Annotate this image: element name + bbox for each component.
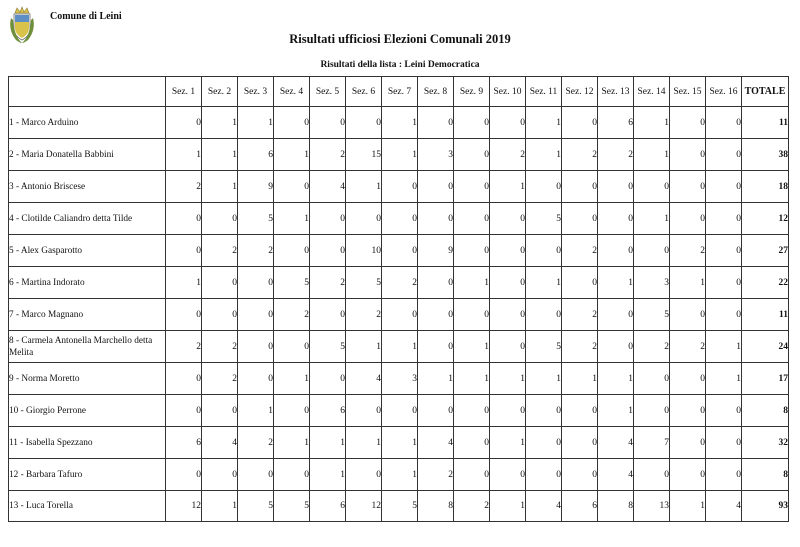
section-votes: 1 [454,267,490,299]
table-row [9,299,789,331]
section-votes: 5 [346,267,382,299]
section-votes: 10 [346,235,382,267]
section-votes: 1 [490,363,526,395]
section-votes: 1 [490,427,526,459]
section-votes: 1 [598,267,634,299]
section-votes: 5 [238,491,274,522]
table-row [9,491,789,522]
section-votes: 13 [634,491,670,522]
section-votes: 0 [274,395,310,427]
section-votes: 1 [274,139,310,171]
section-votes: 1 [706,363,742,395]
section-votes: 0 [454,171,490,203]
table-body [9,107,789,522]
section-votes: 2 [238,427,274,459]
section-votes: 1 [490,171,526,203]
section-votes: 1 [166,139,202,171]
section-votes: 0 [598,171,634,203]
section-votes: 1 [202,171,238,203]
section-votes: 2 [166,171,202,203]
section-votes: 0 [202,299,238,331]
candidate-name: 5 - Alex Gasparotto [9,235,166,267]
total-votes: 11 [742,107,789,139]
header-section: Sez. 8 [418,77,454,107]
header-section: Sez. 4 [274,77,310,107]
section-votes: 0 [310,235,346,267]
section-votes: 0 [454,427,490,459]
section-votes: 0 [490,331,526,363]
header-section: Sez. 2 [202,77,238,107]
section-votes: 2 [670,235,706,267]
section-votes: 0 [706,395,742,427]
header-section: Sez. 5 [310,77,346,107]
section-votes: 2 [562,139,598,171]
table-row [9,171,789,203]
section-votes: 0 [238,299,274,331]
section-votes: 0 [454,139,490,171]
section-votes: 4 [706,491,742,522]
section-votes: 0 [670,363,706,395]
section-votes: 2 [562,299,598,331]
section-votes: 0 [274,459,310,491]
total-votes: 11 [742,299,789,331]
section-votes: 0 [418,299,454,331]
section-votes: 2 [202,235,238,267]
section-votes: 0 [598,235,634,267]
section-votes: 0 [490,107,526,139]
header-section: Sez. 14 [634,77,670,107]
header-section: Sez. 1 [166,77,202,107]
candidate-name: 8 - Carmela Antonella Marchello detta Melita [9,331,166,363]
section-votes: 8 [598,491,634,522]
section-votes: 0 [166,459,202,491]
section-votes: 0 [526,299,562,331]
section-votes: 1 [418,363,454,395]
header-section: Sez. 6 [346,77,382,107]
section-votes: 2 [238,235,274,267]
section-votes: 0 [418,267,454,299]
municipality-name: Comune di Leini [50,11,122,22]
section-votes: 0 [670,395,706,427]
section-votes: 2 [598,139,634,171]
header-total: TOTALE [742,77,789,107]
candidate-name: 9 - Norma Moretto [9,363,166,395]
section-votes: 0 [382,235,418,267]
section-votes: 5 [634,299,670,331]
section-votes: 0 [418,331,454,363]
section-votes: 7 [634,427,670,459]
section-votes: 1 [274,203,310,235]
section-votes: 2 [310,139,346,171]
section-votes: 1 [382,427,418,459]
total-votes: 8 [742,395,789,427]
section-votes: 0 [706,171,742,203]
page-header [0,0,800,80]
section-votes: 0 [202,459,238,491]
section-votes: 0 [454,235,490,267]
section-votes: 0 [238,363,274,395]
section-votes: 1 [346,331,382,363]
candidate-name: 6 - Martina Indorato [9,267,166,299]
list-subtitle: Risultati della lista : Leini Democratica [320,60,480,70]
section-votes: 3 [634,267,670,299]
total-votes: 12 [742,203,789,235]
section-votes: 2 [166,331,202,363]
section-votes: 0 [634,363,670,395]
section-votes: 1 [166,267,202,299]
section-votes: 1 [238,395,274,427]
section-votes: 1 [634,139,670,171]
section-votes: 0 [454,203,490,235]
section-votes: 0 [202,395,238,427]
section-votes: 0 [346,107,382,139]
header-section: Sez. 13 [598,77,634,107]
section-votes: 5 [274,491,310,522]
section-votes: 0 [670,139,706,171]
section-votes: 1 [310,427,346,459]
section-votes: 0 [526,459,562,491]
candidate-name: 13 - Luca Torella [9,491,166,522]
candidate-name: 10 - Giorgio Perrone [9,395,166,427]
section-votes: 5 [526,203,562,235]
section-votes: 0 [634,459,670,491]
section-votes: 1 [202,491,238,522]
section-votes: 6 [166,427,202,459]
total-votes: 24 [742,331,789,363]
candidate-name: 4 - Clotilde Caliandro detta Tilde [9,203,166,235]
section-votes: 1 [274,427,310,459]
section-votes: 0 [274,331,310,363]
header-section: Sez. 9 [454,77,490,107]
section-votes: 0 [454,107,490,139]
section-votes: 3 [382,363,418,395]
section-votes: 0 [670,171,706,203]
section-votes: 0 [562,427,598,459]
section-votes: 0 [706,203,742,235]
section-votes: 0 [562,171,598,203]
candidate-name: 11 - Isabella Spezzano [9,427,166,459]
table-row [9,395,789,427]
header-section: Sez. 10 [490,77,526,107]
section-votes: 0 [526,395,562,427]
section-votes: 0 [418,107,454,139]
section-votes: 0 [670,299,706,331]
section-votes: 0 [454,459,490,491]
section-votes: 0 [490,459,526,491]
section-votes: 9 [238,171,274,203]
section-votes: 4 [346,363,382,395]
section-votes: 0 [274,171,310,203]
section-votes: 0 [562,107,598,139]
section-votes: 4 [418,427,454,459]
section-votes: 6 [310,491,346,522]
section-votes: 1 [634,203,670,235]
section-votes: 0 [490,203,526,235]
table-row [9,235,789,267]
section-votes: 2 [490,139,526,171]
candidate-name: 2 - Maria Donatella Babbini [9,139,166,171]
section-votes: 0 [526,427,562,459]
section-votes: 5 [238,203,274,235]
section-votes: 1 [346,171,382,203]
section-votes: 1 [202,107,238,139]
section-votes: 3 [418,139,454,171]
section-votes: 0 [382,203,418,235]
section-votes: 0 [562,267,598,299]
section-votes: 4 [598,459,634,491]
section-votes: 0 [670,203,706,235]
section-votes: 1 [382,139,418,171]
section-votes: 12 [346,491,382,522]
section-votes: 12 [166,491,202,522]
section-votes: 2 [454,491,490,522]
section-votes: 0 [670,427,706,459]
section-votes: 0 [274,107,310,139]
section-votes: 0 [670,459,706,491]
section-votes: 1 [238,107,274,139]
section-votes: 0 [166,235,202,267]
section-votes: 2 [418,459,454,491]
section-votes: 0 [706,235,742,267]
header-section: Sez. 7 [382,77,418,107]
section-votes: 0 [562,203,598,235]
table-row [9,331,789,363]
section-votes: 4 [202,427,238,459]
section-votes: 0 [346,395,382,427]
total-votes: 27 [742,235,789,267]
section-votes: 0 [706,299,742,331]
section-votes: 0 [526,235,562,267]
section-votes: 0 [706,267,742,299]
section-votes: 1 [454,331,490,363]
total-votes: 32 [742,427,789,459]
section-votes: 0 [166,107,202,139]
candidate-name: 7 - Marco Magnano [9,299,166,331]
section-votes: 2 [310,267,346,299]
section-votes: 0 [598,331,634,363]
section-votes: 0 [706,427,742,459]
section-votes: 2 [274,299,310,331]
section-votes: 0 [706,107,742,139]
section-votes: 0 [634,235,670,267]
section-votes: 1 [526,363,562,395]
candidate-name: 12 - Barbara Tafuro [9,459,166,491]
section-votes: 6 [562,491,598,522]
section-votes: 0 [238,331,274,363]
section-votes: 8 [418,491,454,522]
section-votes: 6 [238,139,274,171]
section-votes: 0 [598,299,634,331]
section-votes: 1 [490,491,526,522]
section-votes: 0 [490,267,526,299]
section-votes: 1 [526,139,562,171]
section-votes: 1 [382,331,418,363]
section-votes: 0 [490,235,526,267]
total-votes: 18 [742,171,789,203]
section-votes: 0 [418,171,454,203]
header-section: Sez. 3 [238,77,274,107]
section-votes: 0 [634,395,670,427]
section-votes: 0 [418,395,454,427]
header-section: Sez. 16 [706,77,742,107]
section-votes: 0 [418,203,454,235]
section-votes: 1 [346,427,382,459]
results-table [8,76,789,522]
section-votes: 6 [598,107,634,139]
section-votes: 1 [598,363,634,395]
section-votes: 0 [598,203,634,235]
section-votes: 0 [490,299,526,331]
section-votes: 2 [346,299,382,331]
section-votes: 0 [706,139,742,171]
section-votes: 2 [382,267,418,299]
section-votes: 5 [526,331,562,363]
header-section: Sez. 12 [562,77,598,107]
section-votes: 4 [526,491,562,522]
page-title: Risultati ufficiosi Elezioni Comunali 2019 [289,32,511,46]
section-votes: 1 [634,107,670,139]
section-votes: 0 [454,299,490,331]
table-row [9,203,789,235]
section-votes: 0 [310,299,346,331]
section-votes: 0 [310,107,346,139]
section-votes: 0 [166,299,202,331]
table-row [9,107,789,139]
section-votes: 1 [562,363,598,395]
section-votes: 0 [454,395,490,427]
section-votes: 0 [346,203,382,235]
section-votes: 5 [310,331,346,363]
table-row [9,427,789,459]
section-votes: 0 [382,171,418,203]
section-votes: 5 [274,267,310,299]
section-votes: 0 [490,395,526,427]
section-votes: 1 [202,139,238,171]
section-votes: 1 [310,459,346,491]
section-votes: 1 [670,267,706,299]
total-votes: 17 [742,363,789,395]
section-votes: 0 [202,267,238,299]
section-votes: 2 [562,235,598,267]
table-row [9,267,789,299]
header-section: Sez. 11 [526,77,562,107]
section-votes: 1 [526,267,562,299]
section-votes: 0 [238,267,274,299]
section-votes: 0 [310,203,346,235]
section-votes: 0 [562,459,598,491]
total-votes: 8 [742,459,789,491]
section-votes: 1 [526,107,562,139]
table-row [9,363,789,395]
section-votes: 0 [166,395,202,427]
section-votes: 1 [382,107,418,139]
total-votes: 38 [742,139,789,171]
table-row [9,459,789,491]
section-votes: 5 [382,491,418,522]
section-votes: 0 [634,171,670,203]
section-votes: 4 [310,171,346,203]
section-votes: 9 [418,235,454,267]
total-votes: 93 [742,491,789,522]
total-votes: 22 [742,267,789,299]
section-votes: 0 [706,459,742,491]
candidate-name: 1 - Marco Arduino [9,107,166,139]
section-votes: 0 [382,299,418,331]
header-candidate [9,77,166,107]
section-votes: 1 [670,491,706,522]
section-votes: 0 [310,363,346,395]
section-votes: 2 [202,331,238,363]
section-votes: 0 [166,203,202,235]
section-votes: 4 [598,427,634,459]
section-votes: 2 [562,331,598,363]
section-votes: 0 [670,107,706,139]
section-votes: 15 [346,139,382,171]
section-votes: 0 [274,235,310,267]
section-votes: 2 [634,331,670,363]
table-row [9,139,789,171]
candidate-name: 3 - Antonio Briscese [9,171,166,203]
section-votes: 0 [562,395,598,427]
section-votes: 0 [166,363,202,395]
section-votes: 0 [526,171,562,203]
section-votes: 0 [382,395,418,427]
section-votes: 6 [310,395,346,427]
section-votes: 1 [274,363,310,395]
header-section: Sez. 15 [670,77,706,107]
section-votes: 0 [202,203,238,235]
section-votes: 1 [706,331,742,363]
section-votes: 0 [346,459,382,491]
section-votes: 2 [202,363,238,395]
section-votes: 1 [598,395,634,427]
section-votes: 2 [670,331,706,363]
section-votes: 1 [382,459,418,491]
table-header-row [9,77,789,107]
section-votes: 1 [454,363,490,395]
section-votes: 0 [238,459,274,491]
